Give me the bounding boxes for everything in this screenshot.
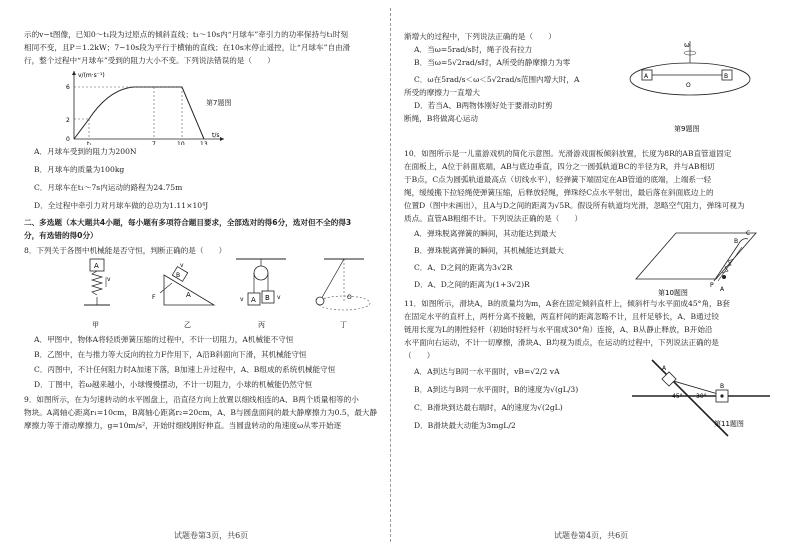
svg-text:A: A bbox=[186, 291, 191, 299]
q7-option: C．月球车在t₁～7s内运动的路程为24.75m bbox=[34, 183, 183, 192]
fig-label-ding: 丁 bbox=[340, 321, 347, 329]
svg-text:B: B bbox=[265, 294, 270, 302]
q9-line: 物块。A离轴心距离r₁=10cm，B离轴心距离r₂=20cm，A、B与圆盘面间的最大静摩擦力为0.5，最大静 bbox=[24, 408, 378, 417]
q9-option: 所受的摩擦力一直增大 bbox=[404, 88, 480, 97]
fig-label-yi: 乙 bbox=[184, 321, 191, 329]
q11-line: 链用长度为L的刚性轻杆（初始时轻杆与水平面成30°角）连接，A、B从静止释放，B开始沿 bbox=[404, 325, 713, 334]
svg-text:v: v bbox=[180, 262, 184, 269]
svg-text:O: O bbox=[686, 82, 691, 89]
q10-caption: 第10题图 bbox=[658, 289, 688, 297]
q11-option: D．B滑块最大动能为3mgL/2 bbox=[414, 421, 516, 430]
q9-option: D．若当A、B两物体刚好处于要滑动时剪 bbox=[414, 101, 553, 110]
right-page bbox=[404, 0, 776, 550]
svg-text:v: v bbox=[107, 276, 111, 283]
x-tick: 13 bbox=[200, 141, 208, 145]
svg-text:A: A bbox=[644, 73, 649, 80]
q11-line: 在固定水平的直杆上，两杆分离不接触，两直杆间的距离忽略不计，且杆足够长，A、B通过铰 bbox=[404, 312, 719, 321]
q10-line: 质点。直管AB粗细不计。下列说法正确的是（ ） bbox=[404, 214, 583, 223]
svg-text:B: B bbox=[734, 238, 739, 245]
fig-jia bbox=[84, 259, 111, 329]
q9-option: C．ω在5rad/s＜ω＜5√2rad/s范围内增大时，A bbox=[414, 75, 580, 84]
svg-text:45°: 45° bbox=[672, 393, 683, 400]
q8-diagrams bbox=[24, 257, 396, 333]
fig-bing bbox=[236, 259, 286, 329]
q11-option: C．B滑块到达最右端时，A的速度为√(2gL) bbox=[414, 403, 563, 412]
q10-line: 10．如图所示是一儿童游戏机的简化示意图。光滑游戏面板倾斜放置，长度为8R的AB直管道固定 bbox=[404, 149, 732, 158]
fig-label-jia: 甲 bbox=[92, 321, 99, 329]
y-tick: 2 bbox=[66, 117, 70, 124]
q11-option: B．A到达与B同一水平面时，B的速度为√(gL/3) bbox=[414, 385, 579, 394]
vt-curve bbox=[74, 87, 204, 139]
svg-text:A: A bbox=[94, 262, 99, 270]
left-page bbox=[24, 0, 396, 550]
x-tick: t₁ bbox=[87, 141, 92, 145]
q10-option: D．A、D之间的距离为(1+3√2)R bbox=[414, 280, 530, 289]
svg-text:30°: 30° bbox=[696, 393, 707, 400]
fig-label-bing: 丙 bbox=[258, 321, 265, 329]
fig-ding bbox=[316, 259, 370, 329]
svg-text:C: C bbox=[746, 230, 751, 237]
q8-option: A．甲图中，物体A将轻质弹簧压缩的过程中，不计一切阻力，A机械能不守恒 bbox=[34, 335, 294, 344]
q10-option: B．弹珠脱离弹簧的瞬间，其机械能达到最大 bbox=[414, 246, 564, 255]
q9-cont: 渐增大的过程中，下列说法正确的是（ ） bbox=[404, 32, 556, 41]
q10-block bbox=[404, 225, 776, 295]
q11-line: （ ） bbox=[404, 351, 435, 360]
x-axis-label: t/s bbox=[212, 132, 220, 139]
q9-line: 9．如图所示，在为匀速转动的水平圆盘上，沿直径方向上放置以细线相连的A、B两个质量相等的小 bbox=[24, 395, 359, 404]
q10-line: 绳，缓缓搬下拉轻绳使弹簧压缩，后释放轻绳，弹珠经C点水平射出，最后落在斜面底边上的 bbox=[404, 188, 714, 197]
q11-diagram bbox=[632, 340, 772, 440]
q7-option: B．月球车的质量为100kg bbox=[34, 165, 125, 174]
svg-text:P: P bbox=[710, 282, 714, 289]
q9-caption: 第9题图 bbox=[674, 125, 700, 133]
section-2-heading: 二、多选题（本大题共4小题，每小题有多项符合题目要求，全部选对的得6分，选对但不全的得3 bbox=[24, 218, 352, 227]
q7-line: 相同不变，且P＝1.2kW；7~10s段为平行于横轴的直线；在10s末停止遥控，让“月球车”自由滑 bbox=[24, 43, 351, 52]
svg-text:O: O bbox=[347, 294, 352, 301]
svg-text:A: A bbox=[720, 286, 725, 293]
svg-text:A: A bbox=[251, 296, 256, 304]
q8-option: B．乙图中，在与推力等大反向的拉力F作用下，A沿B斜面向下滑，其机械能守恒 bbox=[34, 350, 307, 359]
x-tick: 7 bbox=[152, 141, 156, 145]
fig-yi bbox=[152, 262, 214, 329]
q9-line: 摩擦力等于滑动摩擦力，g=10m/s²，开始时细线刚好伸直。当圆盘转动的角速度ω从零开始逐 bbox=[24, 421, 342, 430]
q11-line: 水平面向右运动，不计一切摩擦，滑块A、B均视为质点，在运动的过程中，下列说法正确的是 bbox=[404, 338, 719, 347]
q10-option: A．弹珠脱离弹簧的瞬间，其动能达到最大 bbox=[414, 229, 557, 238]
page-footer: 试题卷第3页，共6页 bbox=[174, 531, 249, 540]
q9-block bbox=[404, 43, 776, 147]
q7-option: A．月球车受到的阻力为200N bbox=[34, 147, 137, 156]
svg-text:A: A bbox=[662, 365, 667, 372]
y-tick: 6 bbox=[66, 84, 70, 91]
svg-text:B: B bbox=[724, 73, 729, 80]
section-2-heading: 分，有选错的得0分） bbox=[24, 231, 98, 240]
q8-option: D．丁图中，若ω越来越小，小球慢慢摆动，不计一切阻力，小球的机械能仍然守恒 bbox=[34, 380, 313, 389]
q8-figures bbox=[24, 257, 396, 333]
q8-stem: 8．下列关于各图中机械能是否守恒，判断正确的是（ ） bbox=[24, 246, 227, 255]
q11-option: A．A到达与B同一水平面时，vB=√2/2 vA bbox=[414, 367, 560, 376]
q7-line: 示的v−t图像，已知0～t₁段为过原点的倾斜直线；t₁～10s内“月球车”牵引力的功率保持与t₁时刻 bbox=[24, 30, 348, 39]
q9-option: B．当ω=5√2rad/s时，A所受的静摩擦力为零 bbox=[414, 58, 571, 67]
q11-line: 11．如图所示，滑块A，B的质量均为m，A套在固定倾斜直杆上，倾斜杆与水平面成45°角，B套 bbox=[404, 299, 730, 308]
svg-text:B: B bbox=[176, 272, 181, 279]
q7-line: 行，整个过程中“月球车”受到的阻力大小不变。下列说法错误的是（ ） bbox=[24, 56, 275, 65]
q7-option: D．全过程中牵引力对月球车做的总功为1.11×10⁴J bbox=[34, 201, 209, 210]
q9-option: 断绳，B将做离心运动 bbox=[404, 114, 478, 123]
q11-caption: 第11题图 bbox=[714, 420, 744, 428]
q10-line: 在面板上，A位于斜面底端，AB与底边垂直，四分之一圆弧轨道BC的半径为R，并与AB相切 bbox=[404, 162, 715, 171]
q9-diagram bbox=[624, 35, 774, 139]
y-axis-label: v/(m·s⁻¹) bbox=[78, 72, 105, 79]
y-tick: 0 bbox=[66, 136, 70, 143]
q11-block bbox=[404, 362, 776, 452]
svg-text:v: v bbox=[277, 294, 281, 301]
page-footer: 试题卷第4页，共6页 bbox=[554, 531, 629, 540]
q9-option: A．当ω=5rad/s时，绳子没有拉力 bbox=[414, 45, 533, 54]
q10-diagram bbox=[626, 221, 766, 297]
svg-text:F: F bbox=[152, 294, 156, 301]
svg-text:v: v bbox=[240, 296, 244, 303]
q7-caption: 第7题图 bbox=[206, 99, 232, 107]
x-tick: 10 bbox=[177, 141, 185, 145]
q10-option: C．A、D之间的距离为3√2R bbox=[414, 263, 513, 272]
svg-text:B: B bbox=[720, 383, 725, 390]
q7-chart bbox=[24, 67, 396, 145]
q10-line: 于B点，C点为圆弧轨道最高点（切线水平），轻弹簧下端固定在AB管道的底端，上端系一轻 bbox=[404, 175, 712, 184]
q10-line: 位置D（图中未画出），且A与D之间的距离为√5R。假设所有轨道均光滑，忽略空气阻力，弹珠可视为 bbox=[404, 201, 745, 210]
svg-text:ω: ω bbox=[684, 41, 690, 49]
q8-option: C．丙图中，不计任何阻力时A加速下落，B加速上升过程中，A、B组成的系统机械能守恒 bbox=[34, 365, 336, 374]
